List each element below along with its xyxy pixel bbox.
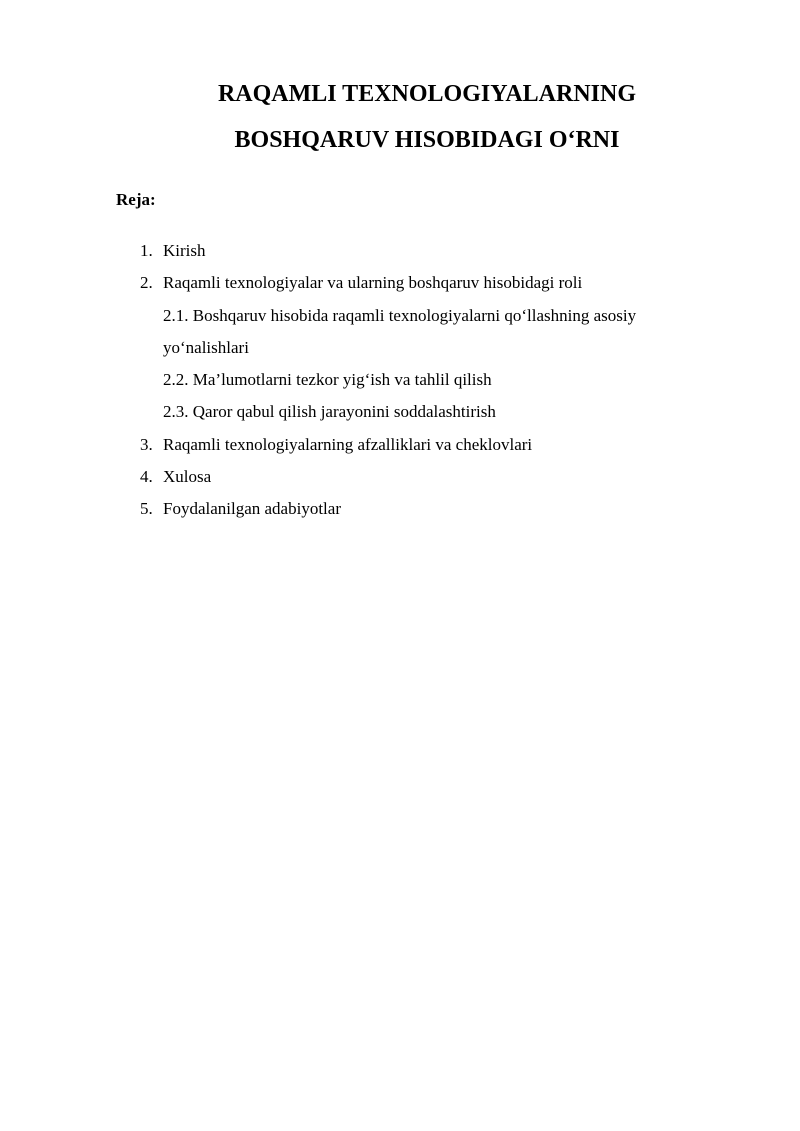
toc-subitem-text: 2.3. Qaror qabul qilish jarayonini soddalashtirish	[163, 402, 496, 421]
toc-item-text: Kirish	[163, 241, 206, 260]
toc-subitem-text: 2.2. Ma’lumotlarni tezkor yig‘ish va tahlil qilish	[163, 370, 492, 389]
toc-item-number: 1.	[140, 241, 153, 260]
toc-item-number: 4.	[140, 467, 153, 486]
plan-heading: Reja:	[116, 190, 156, 209]
toc-item-text: Raqamli texnologiyalar va ularning boshqaruv hisobidagi roli	[163, 273, 583, 292]
toc-item-text: Raqamli texnologiyalarning afzalliklari va cheklovlari	[163, 435, 533, 454]
document-title-line-2: BOSHQARUV HISOBIDAGI O‘RNI	[234, 127, 620, 153]
toc-item-text: Xulosa	[163, 467, 212, 486]
toc-subitem-2-2	[163, 369, 492, 391]
toc-item-text: Foydalanilgan adabiyotlar	[163, 499, 341, 518]
toc-subitem-2-1-continued	[163, 337, 249, 359]
toc-subitem-text: 2.1. Boshqaruv hisobida raqamli texnologiyalarni qo‘llashning asosiy	[163, 306, 637, 325]
toc-item-number: 2.	[140, 273, 153, 292]
toc-item-number: 5.	[140, 499, 153, 518]
toc-item-number: 3.	[140, 435, 153, 454]
toc-subitem-text: yo‘nalishlari	[163, 338, 249, 357]
toc-subitem-2-3	[163, 401, 496, 423]
document-title-line-1: RAQAMLI TEXNOLOGIYALARNING	[217, 81, 637, 107]
toc-subitem-2-1	[163, 305, 636, 327]
